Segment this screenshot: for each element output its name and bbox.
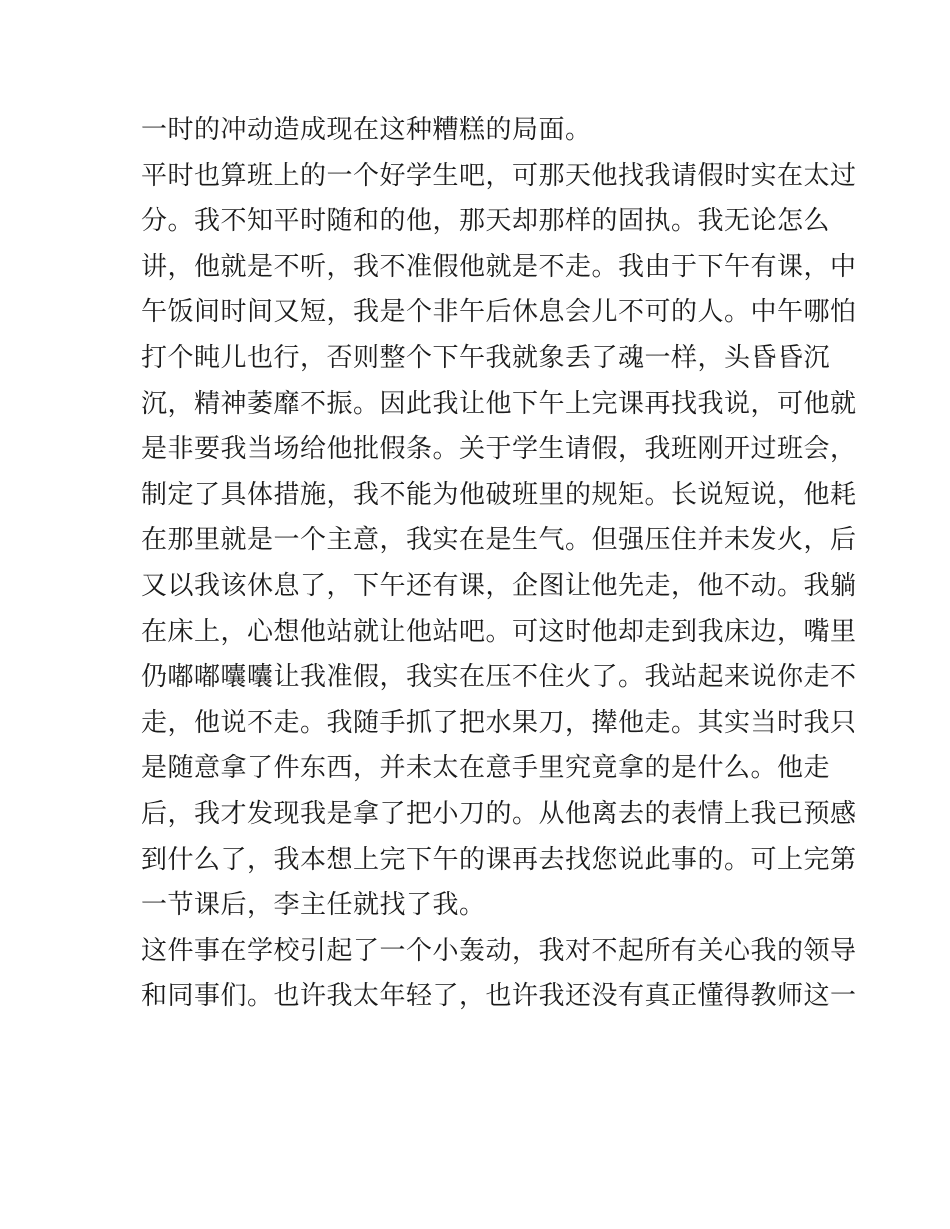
text-line: 和同事们。也许我太年轻了，也许我还没有真正懂得教师这一 — [141, 981, 857, 1012]
text-line: 在床上，心想他站就让他站吧。可这时他却走到我床边，嘴里 — [141, 616, 857, 647]
text-line: 分。我不知平时随和的他，那天却那样的固执。我无论怎么 — [141, 206, 831, 237]
text-line: 又以我该休息了，下午还有课，企图让他先走，他不动。我躺 — [141, 570, 857, 601]
text-line: 这件事在学校引起了一个小轰动，我对不起所有关心我的领导 — [141, 935, 857, 966]
text-line: 是随意拿了件东西，并未太在意手里究竟拿的是什么。他走 — [141, 753, 831, 784]
text-line: 到什么了，我本想上完下午的课再去找您说此事的。可上完第 — [141, 844, 857, 875]
text-line: 打个盹儿也行，否则整个下午我就象丢了魂一样，头昏昏沉 — [141, 342, 831, 373]
text-line: 制定了具体措施，我不能为他破班里的规矩。长说短说，他耗 — [141, 479, 857, 510]
text-line: 平时也算班上的一个好学生吧，可那天他找我请假时实在太过 — [141, 160, 857, 191]
text-line: 仍嘟嘟囔囔让我准假，我实在压不住火了。我站起来说你走不 — [141, 662, 857, 693]
text-line: 讲，他就是不听，我不准假他就是不走。我由于下午有课，中 — [141, 251, 857, 282]
body-text — [141, 108, 857, 1020]
text-line: 是非要我当场给他批假条。关于学生请假，我班刚开过班会， — [141, 434, 857, 465]
text-line: 一节课后，李主任就找了我。 — [141, 890, 486, 921]
text-line: 沉，精神萎靡不振。因此我让他下午上完课再找我说，可他就 — [141, 388, 857, 419]
text-line: 一时的冲动造成现在这种糟糕的局面。 — [141, 115, 592, 145]
text-line: 走，他说不走。我随手抓了把水果刀，撵他走。其实当时我只 — [141, 707, 857, 738]
text-line: 在那里就是一个主意，我实在是生气。但强压住并未发火，后 — [141, 525, 857, 556]
text-line: 后，我才发现我是拿了把小刀的。从他离去的表情上我已预感 — [141, 798, 857, 829]
text-line: 午饭间时间又短，我是个非午后休息会儿不可的人。中午哪怕 — [141, 297, 857, 328]
